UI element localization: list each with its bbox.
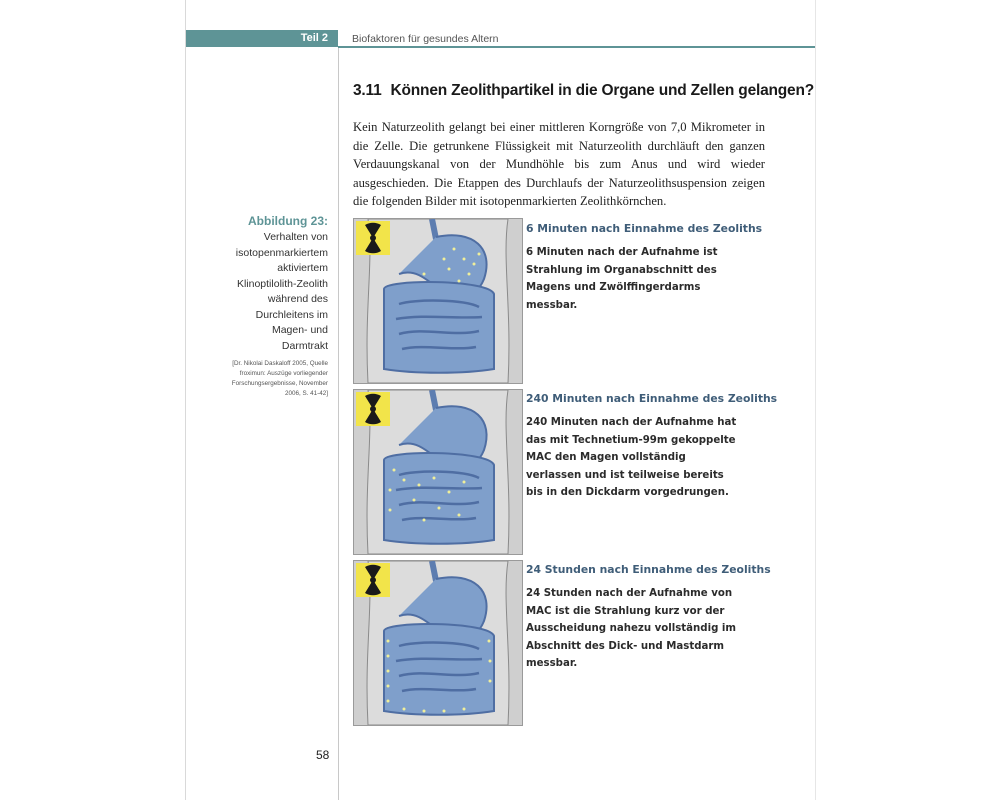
column-divider — [338, 48, 339, 800]
panel-description: 24 Stunden nach der Aufnahme von MAC ist die Strahlung kurz vor der Ausscheidung nahezu vollständig im Abschnitt des Dick- und Mastdarm messbar. — [526, 588, 737, 669]
section-heading: Können Zeolithpartikel in die Organe und Zellen gelangen? — [390, 82, 815, 99]
panel-heading: 24 Stunden nach Einnahme des Zeoliths — [526, 563, 771, 576]
panel-description: 240 Minuten nach der Aufnahme hat das mit Technetium-99m gekoppelte MAC den Magen vollständig verlassen und ist teilweise bereits bis in den Dickdarm vorgedrungen. — [526, 417, 737, 498]
figure-caption — [226, 213, 328, 399]
figure-label: Abbildung 23: — [248, 214, 328, 228]
header-part-bar — [186, 30, 338, 47]
figure-source: [Dr. Nikolai Daskaloff 2005, Quelle froximun: Auszüge vorliegender Forschungsergebnisse, November 2006, S. 41-42] — [231, 360, 328, 397]
running-title: Biofaktoren für gesundes Altern — [352, 33, 499, 45]
figure-panel-6-minutes — [353, 218, 523, 384]
digestive-tract-illustration — [354, 219, 522, 383]
section-number: 3.11 — [353, 82, 382, 99]
digestive-tract-illustration — [354, 390, 522, 554]
panel-text-240-minutes — [526, 392, 778, 502]
figure-caption-text: Verhalten von isotopenmarkiertem aktiviertem Klinoptilolith-Zeolith während des Durchleitens im Magen- und Darmtrakt — [235, 231, 328, 352]
figure-panel-240-minutes — [353, 389, 523, 555]
section-title — [353, 82, 814, 100]
panel-heading: 6 Minuten nach Einnahme des Zeoliths — [526, 222, 763, 235]
header-rule — [338, 46, 815, 48]
body-paragraph: Kein Naturzeolith gelangt bei einer mittleren Korngröße von 7,0 Mikrometer in die Zelle. Die getrunkene Flüssigkeit mit Naturzeolith durchläuft den ganzen Verdauungskanal von der Mundhöhle bis zum Anus und wird wieder ausgeschieden. Die Etappen des Durchlaufs der Naturzeolithsuspension zeigen die folgenden Bilder mit isotopenmarkierten Zeolithkörnchen. — [353, 120, 765, 208]
panel-text-24-hours — [526, 563, 771, 673]
figure-panel-24-hours — [353, 560, 523, 726]
digestive-tract-illustration — [354, 561, 522, 725]
panel-heading: 240 Minuten nach Einnahme des Zeoliths — [526, 392, 778, 405]
book-page — [185, 0, 816, 800]
header-part-label: Teil 2 — [300, 32, 328, 44]
panel-description: 6 Minuten nach der Aufnahme ist Strahlung im Organabschnitt des Magens und Zwölffingerdarms messbar. — [526, 247, 718, 311]
page-number: 58 — [316, 748, 330, 762]
panel-text-6-minutes — [526, 222, 763, 314]
